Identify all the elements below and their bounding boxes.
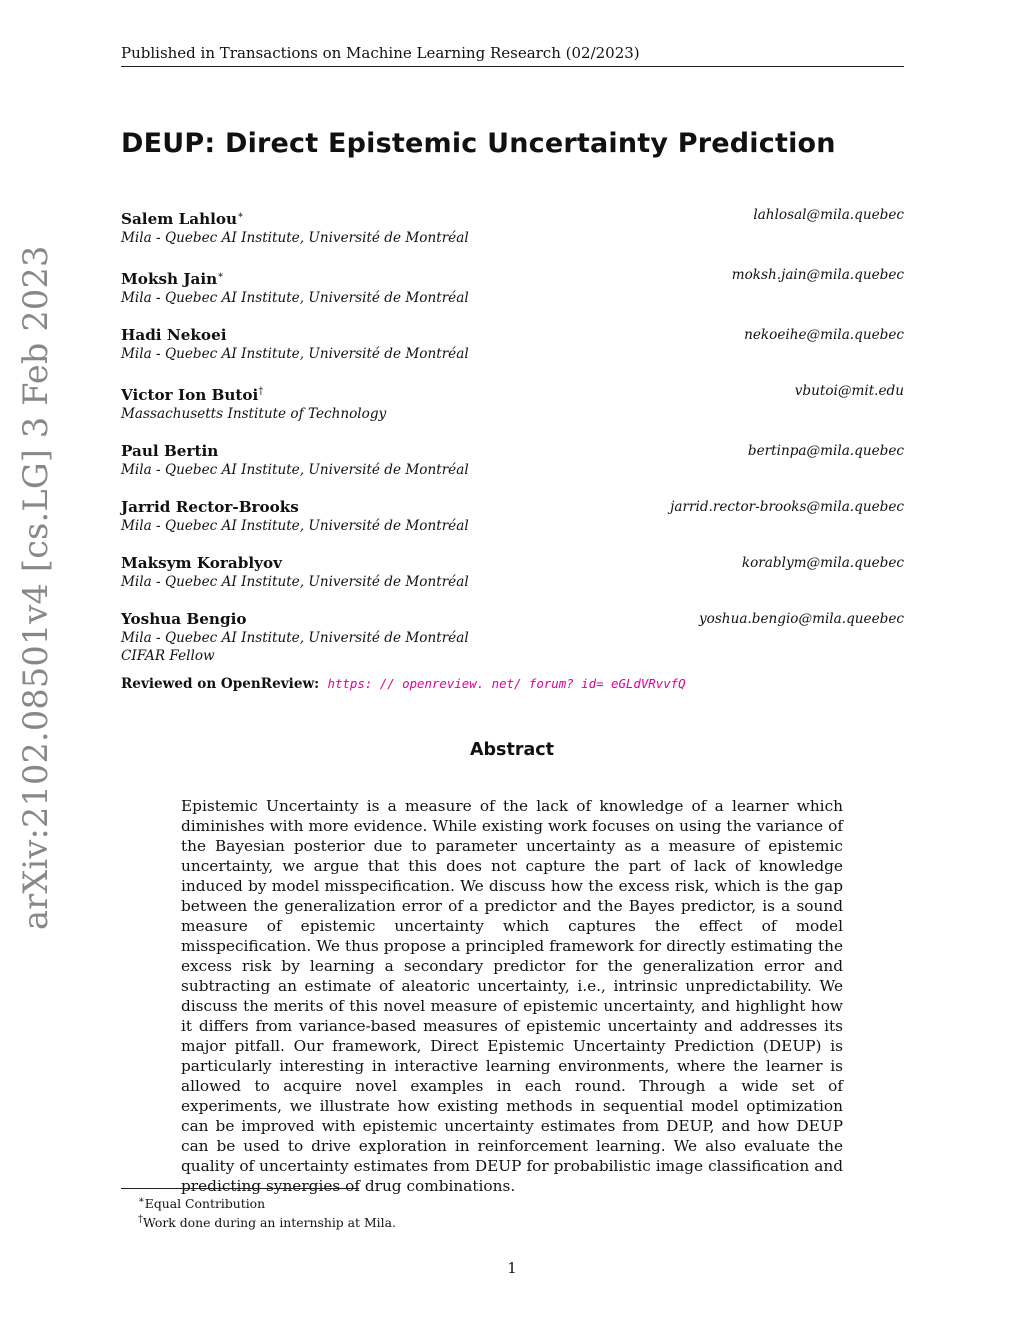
author-block	[121, 554, 904, 591]
author-email[interactable]: moksh.jain@mila.quebec	[731, 267, 904, 284]
openreview-label: Reviewed on OpenReview:	[121, 676, 320, 692]
author-block	[121, 498, 904, 535]
author-email[interactable]: korablym@mila.quebec	[741, 555, 904, 572]
author-email[interactable]: vbutoi@mit.edu	[794, 383, 904, 400]
author-name: Salem Lahlou∗	[121, 210, 244, 229]
openreview-line	[121, 676, 904, 692]
author-name: Paul Bertin	[121, 442, 219, 461]
author-affiliation: Massachusetts Institute of Technology	[121, 406, 387, 423]
author-affiliation: Mila - Quebec AI Institute, Université de Montréal	[121, 290, 469, 307]
paper-title: DEUP: Direct Epistemic Uncertainty Prediction	[121, 128, 836, 159]
author-list	[121, 206, 904, 684]
arxiv-identifier[interactable]: arXiv:2102.08501v4 [cs.LG] 3 Feb 2023	[16, 245, 55, 930]
author-mark: †	[258, 386, 264, 398]
author-email[interactable]: yoshua.bengio@mila.queebec	[698, 611, 904, 628]
author-affiliation: Mila - Quebec AI Institute, Université de Montréal	[121, 518, 469, 535]
author-affiliation: Mila - Quebec AI Institute, Université de Montréal	[121, 462, 469, 479]
author-affiliation: Mila - Quebec AI Institute, Université de Montréal	[121, 230, 469, 247]
footnote-mark: ∗	[138, 1195, 145, 1206]
abstract-text: Epistemic Uncertainty is a measure of the lack of knowledge of a learner which diminishes with more evidence. While existing work focuses on using the variance of the Bayesian posterior due to parameter uncertainty as a measure of epistemic uncertainty, we argue that this does not capture the part of lack of knowledge induced by model misspecification. We discuss how the excess risk, which is the gap between the generalization error of a predictor and the Bayes predictor, is a sound measure of epistemic uncertainty which captures the effect of model misspecification. We thus propose a principled framework for directly estimating the excess risk by learning a secondary predictor for the generalization error and subtracting an estimate of aleatoric uncertainty, i.e., intrinsic unpredictability. We discuss the merits of this novel measure of epistemic uncertainty, and highlight how it differs from variance-based measures of epistemic uncertainty and addresses its major pitfall. Our framework, Direct Epistemic Uncertainty Prediction (DEUP) is particularly interesting in interactive learning environments, where the learner is allowed to acquire novel examples in each round. Through a wide set of experiments, we illustrate how existing methods in sequential model optimization can be improved with epistemic uncertainty estimates from DEUP, and how DEUP can be used to drive exploration in reinforcement learning. We also evaluate the quality of uncertainty estimates from DEUP for probabilistic image classification and predicting synergies of drug combinations.	[181, 797, 843, 1195]
page-number: 1	[507, 1259, 517, 1277]
author-email[interactable]: jarrid.rector-brooks@mila.quebec	[670, 499, 904, 516]
author-block	[121, 442, 904, 479]
author-email[interactable]: bertinpa@mila.quebec	[747, 443, 904, 460]
author-name: Victor Ion Butoi†	[121, 386, 264, 405]
author-mark: ∗	[217, 270, 224, 282]
author-email[interactable]: nekoeihe@mila.quebec	[744, 327, 904, 344]
author-affiliation: Mila - Quebec AI Institute, Université de Montréal	[121, 574, 469, 591]
author-name: Hadi Nekoei	[121, 326, 227, 345]
author-name: Yoshua Bengio	[121, 610, 247, 629]
footnote: ∗Equal Contribution	[138, 1195, 266, 1212]
author-affiliation: Mila - Quebec AI Institute, Université de Montréal	[121, 630, 469, 647]
footnote-mark: †	[138, 1214, 143, 1226]
author-block	[121, 382, 904, 423]
author-block	[121, 326, 904, 363]
author-name: Moksh Jain∗	[121, 270, 224, 289]
footnote-divider	[121, 1188, 359, 1189]
author-mark: ∗	[237, 210, 244, 221]
footnote: †Work done during an internship at Mila.	[138, 1214, 396, 1231]
openreview-link[interactable]: https: // openreview. net/ forum? id= eGLdVRvvfQ	[327, 676, 686, 691]
footnotes	[138, 1193, 396, 1231]
author-name: Maksym Korablyov	[121, 554, 282, 573]
author-block	[121, 266, 904, 307]
author-block	[121, 206, 904, 247]
author-name: Jarrid Rector-Brooks	[121, 498, 299, 517]
running-header: Published in Transactions on Machine Learning Research (02/2023)	[121, 44, 904, 67]
author-affiliation-secondary: CIFAR Fellow	[121, 648, 215, 665]
abstract-heading: Abstract	[469, 740, 555, 760]
author-block	[121, 610, 904, 665]
author-email[interactable]: lahlosal@mila.quebec	[753, 207, 904, 223]
author-affiliation: Mila - Quebec AI Institute, Université de Montréal	[121, 346, 469, 363]
